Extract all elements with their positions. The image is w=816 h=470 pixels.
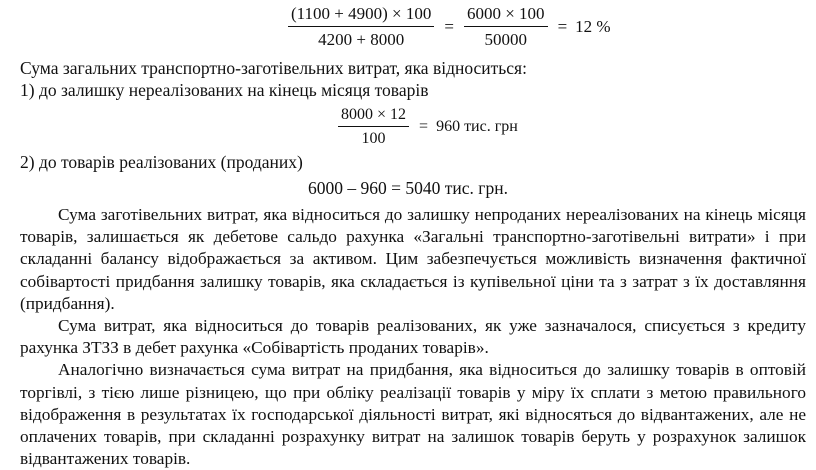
text-line-2: 1) до залишку нереалізованих на кінець місяця товарів — [20, 80, 429, 100]
paragraph-1: Сума заготівельних витрат, яка відноситься до залишку непроданих нереалізованих на кінець місяця товарів, залишається як дебетове сальдо рахунка «Загальні транспортно-заготівельні витрати» і при складанні балансу відображається за активом. Цим забезпечується можливість визначення фактичної собівартості придбання залишку товарів, яка складається із купівельної ціни та з затрат з їх доставляння (придбання). — [20, 205, 806, 313]
fraction-1-denominator: 4200 + 8000 — [318, 30, 405, 49]
fraction-2-denominator: 50000 — [484, 30, 528, 49]
fraction-2-numerator: 6000 × 100 — [466, 4, 545, 23]
fraction-1-numerator: (1100 + 4900) × 100 — [291, 4, 432, 23]
fraction-3-numerator: 8000 × 12 — [341, 106, 407, 123]
paragraph-2: Сума витрат, яка відноситься до товарів реалізованих, як уже зазначалося, списується з кредиту рахунка ЗТЗЗ в дебет рахунка «Собівартість проданих товарів». — [20, 316, 806, 358]
fraction-1 — [288, 4, 434, 50]
formula-markup-percent — [282, 4, 615, 50]
equals-sign-3: = — [419, 118, 429, 135]
body-paragraphs — [20, 204, 806, 470]
text-line-3: 2) до товарів реалізованих (проданих) — [20, 152, 303, 172]
formula-remaining-goods — [332, 106, 522, 148]
paragraph-3: Аналогічно визначається сума витрат на придбання, яка відноситься до залишку товарів в оптовій торгівлі, з тією лише різницею, що при обліку реалізації товарів у міру їх сплати з метою правильного відображення в результатах їх господарської діяльності витрат, які відносяться до відвантажених, але не оплачених товарів, при складанні розрахунку витрат на залишок товарів беруть у розрахунок залишок відвантажених товарів. — [20, 360, 806, 469]
equals-sign-2: = — [557, 17, 568, 36]
fraction-3 — [338, 106, 409, 148]
fraction-2 — [464, 4, 548, 50]
equals-sign-1: = — [444, 17, 454, 36]
fraction-3-denominator: 100 — [361, 130, 386, 147]
formula-2-result: 960 тис. грн — [436, 118, 518, 135]
formula-sold-goods: 6000 – 960 = 5040 тис. грн. — [308, 178, 508, 198]
text-line-1: Сума загальних транспортно-заготівельних витрат, яка відноситься: — [20, 58, 527, 78]
formula-1-result: 12 % — [575, 17, 611, 36]
